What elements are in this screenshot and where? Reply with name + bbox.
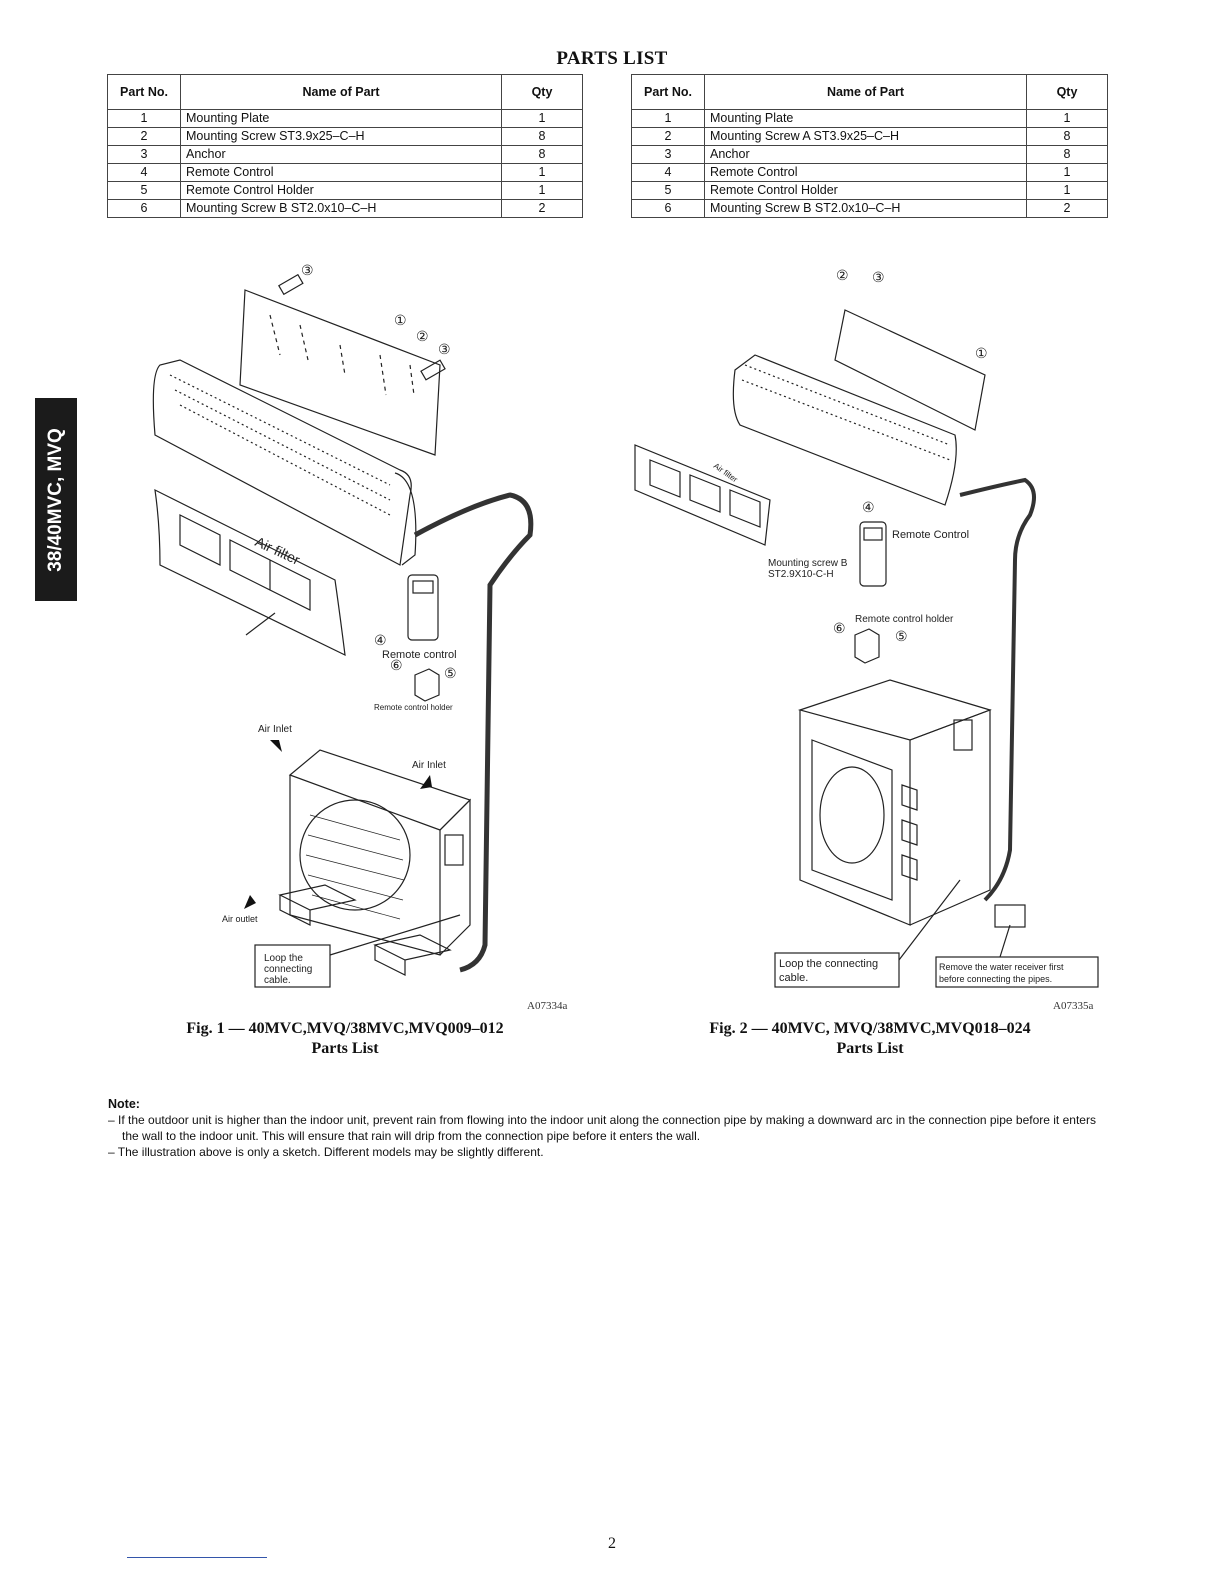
figure-2-caption-line-1: Fig. 2 — 40MVC, MVQ/38MVC,MVQ018–024 xyxy=(709,1020,1031,1037)
table-row xyxy=(108,200,583,218)
callout-2-icon: ② xyxy=(836,267,849,283)
callout-3-icon: ③ xyxy=(872,269,885,285)
figure-2-drawing xyxy=(630,260,1100,995)
table-row xyxy=(632,164,1108,182)
callout-4-icon: ④ xyxy=(862,499,875,515)
remote-control-screen xyxy=(864,528,882,540)
figure-1-illustration xyxy=(140,255,560,995)
cell-qty: 1 xyxy=(502,182,583,200)
callout-5-icon: ⑤ xyxy=(444,665,457,681)
cell-qty: 1 xyxy=(502,110,583,128)
arrow-icon xyxy=(270,740,282,752)
cell-qty: 2 xyxy=(1027,200,1108,218)
remote-control-label: Remote Control xyxy=(892,529,970,541)
cell-part-no: 3 xyxy=(108,146,181,164)
header-part-no: Part No. xyxy=(632,75,705,110)
arrow-icon xyxy=(244,895,256,909)
remote-control-holder-label: Remote control holder xyxy=(374,703,453,712)
loop-label-line-1: Loop the xyxy=(264,953,303,964)
cell-part-no: 1 xyxy=(632,110,705,128)
note-item: – If the outdoor unit is higher than the indoor unit, prevent rain from flowing into the indoor unit along the connection pipe by making a downward arc in the connection pipe before it enters the wall to the indoor unit. This will ensure that rain will drip from the connection pipe before it enters the wall. xyxy=(108,1113,1096,1143)
header-part-no: Part No. xyxy=(108,75,181,110)
table-row xyxy=(108,182,583,200)
cell-qty: 2 xyxy=(502,200,583,218)
air-filter-cells xyxy=(650,460,760,527)
outdoor-fan-ring xyxy=(820,767,884,863)
cell-qty: 1 xyxy=(502,164,583,182)
table-row xyxy=(108,146,583,164)
remote-control-screen xyxy=(413,581,433,593)
air-outlet-label: Air outlet xyxy=(222,914,258,924)
cell-part-no: 6 xyxy=(108,200,181,218)
air-filter-panel xyxy=(155,490,345,655)
figure-2-caption xyxy=(660,1019,1080,1059)
anchor-shape xyxy=(279,275,303,295)
callout-1-icon: ① xyxy=(394,312,407,328)
figure-1-caption-line-1: Fig. 1 — 40MVC,MVQ/38MVC,MVQ009–012 xyxy=(186,1020,504,1037)
callout-5-icon: ⑤ xyxy=(895,628,908,644)
indoor-unit-grille xyxy=(170,375,390,515)
cell-part-name: Anchor xyxy=(181,146,502,164)
cell-part-no: 5 xyxy=(632,182,705,200)
callout-1-icon: ① xyxy=(975,345,988,361)
side-tab-label: 38/40MVC, MVQ xyxy=(45,427,66,572)
cell-part-no: 4 xyxy=(632,164,705,182)
cell-part-name: Remote Control xyxy=(181,164,502,182)
cell-qty: 1 xyxy=(1027,182,1108,200)
cell-part-name: Mounting Screw B ST2.0x10–C–H xyxy=(705,200,1027,218)
mounting-plate-shape xyxy=(240,290,440,455)
water-receiver xyxy=(995,905,1025,927)
arrow-icon xyxy=(420,775,432,789)
cell-qty: 1 xyxy=(1027,164,1108,182)
outdoor-fan-grille xyxy=(812,740,892,900)
figure-1-caption-line-2: Parts List xyxy=(311,1040,379,1057)
figure-1-caption xyxy=(140,1019,550,1059)
cell-part-no: 6 xyxy=(632,200,705,218)
table-row xyxy=(632,128,1108,146)
air-inlet-label-2: Air Inlet xyxy=(412,760,446,771)
cell-qty: 8 xyxy=(1027,146,1108,164)
cell-qty: 1 xyxy=(1027,110,1108,128)
anchor-shape xyxy=(421,360,445,380)
note-heading: Note: xyxy=(108,1097,140,1111)
cell-part-name: Mounting Screw ST3.9x25–C–H xyxy=(181,128,502,146)
cell-qty: 8 xyxy=(1027,128,1108,146)
water-receiver-label-line-2: before connecting the pipes. xyxy=(939,974,1053,984)
cell-part-name: Mounting Plate xyxy=(705,110,1027,128)
cell-part-name: Mounting Screw A ST3.9x25–C–H xyxy=(705,128,1027,146)
callout-4-icon: ④ xyxy=(374,632,387,648)
cell-part-no: 3 xyxy=(632,146,705,164)
loop-leader xyxy=(899,880,960,960)
figure-1-code: A07334a xyxy=(527,1000,568,1012)
page-title: PARTS LIST xyxy=(556,48,668,69)
outdoor-grille-lines xyxy=(306,815,404,919)
remote-holder-shape xyxy=(855,629,879,663)
cell-part-name: Remote Control Holder xyxy=(181,182,502,200)
air-filter-label: Air filter xyxy=(252,533,303,568)
figure-1-drawing xyxy=(140,255,560,995)
indoor-unit-grille xyxy=(742,365,950,460)
figure-2-illustration xyxy=(630,260,1100,995)
parts-table-left xyxy=(107,74,583,218)
indoor-unit-body xyxy=(153,360,411,565)
table-row xyxy=(108,110,583,128)
cell-part-name: Mounting Plate xyxy=(181,110,502,128)
outdoor-unit-top xyxy=(800,680,990,740)
mounting-plate-shape xyxy=(835,310,985,430)
table-header-row xyxy=(632,75,1108,110)
cell-part-no: 2 xyxy=(632,128,705,146)
table-row xyxy=(632,200,1108,218)
table-row xyxy=(632,182,1108,200)
water-leader xyxy=(1000,925,1010,957)
loop-label-line-2: connecting xyxy=(264,964,313,975)
water-receiver-label-line-1: Remove the water receiver first xyxy=(939,962,1064,972)
mounting-screw-label-1: Mounting screw B xyxy=(768,558,848,569)
cell-part-name: Remote Control Holder xyxy=(705,182,1027,200)
indoor-unit-side xyxy=(395,473,416,565)
remote-holder-shape xyxy=(415,669,439,701)
loop-label-line-3: cable. xyxy=(264,975,291,986)
cell-part-no: 4 xyxy=(108,164,181,182)
figure-2-caption-line-2: Parts List xyxy=(836,1040,904,1057)
cell-part-no: 1 xyxy=(108,110,181,128)
loop-label-line-2: cable. xyxy=(779,972,809,984)
note-section xyxy=(108,1096,1108,1160)
remote-leader xyxy=(246,613,275,635)
cell-part-name: Remote Control xyxy=(705,164,1027,182)
connection-pipe xyxy=(960,480,1034,900)
page-number: 2 xyxy=(608,1535,616,1552)
footer-rule xyxy=(127,1557,267,1558)
mounting-screw-label-2: ST2.9X10-C-H xyxy=(768,569,834,580)
connection-pipe xyxy=(415,495,531,970)
table-row xyxy=(632,146,1108,164)
outdoor-valve-cover xyxy=(445,835,463,865)
indoor-unit-body xyxy=(733,355,956,505)
loop-label-line-1: Loop the connecting xyxy=(779,958,879,970)
header-name-of-part: Name of Part xyxy=(705,75,1027,110)
cell-part-no: 2 xyxy=(108,128,181,146)
parts-table-right xyxy=(631,74,1108,218)
remote-control-label: Remote control xyxy=(382,649,457,661)
header-name-of-part: Name of Part xyxy=(181,75,502,110)
air-filter-label: Air filter xyxy=(711,461,740,485)
callout-3b-icon: ③ xyxy=(438,341,451,357)
callout-3-icon: ③ xyxy=(301,262,314,278)
callout-6-icon: ⑥ xyxy=(390,657,403,673)
support-block xyxy=(280,885,355,925)
table-row xyxy=(108,128,583,146)
note-item: – The illustration above is only a sketch. Different models may be slightly different. xyxy=(108,1145,544,1159)
air-filter-panel xyxy=(635,445,770,545)
outdoor-unit-side xyxy=(440,800,470,955)
air-inlet-label-1: Air Inlet xyxy=(258,724,292,735)
table-row xyxy=(632,110,1108,128)
header-qty: Qty xyxy=(502,75,583,110)
callout-2-icon: ② xyxy=(416,328,429,344)
side-tab xyxy=(35,398,77,601)
figure-2-code: A07335a xyxy=(1053,1000,1094,1012)
header-qty: Qty xyxy=(1027,75,1108,110)
outdoor-valve-cover xyxy=(954,720,972,750)
cell-part-name: Mounting Screw B ST2.0x10–C–H xyxy=(181,200,502,218)
cell-qty: 8 xyxy=(502,128,583,146)
cell-part-no: 5 xyxy=(108,182,181,200)
table-header-row xyxy=(108,75,583,110)
cell-qty: 8 xyxy=(502,146,583,164)
remote-control-holder-label: Remote control holder xyxy=(855,614,954,625)
callout-6-icon: ⑥ xyxy=(833,620,846,636)
table-row xyxy=(108,164,583,182)
cell-part-name: Anchor xyxy=(705,146,1027,164)
